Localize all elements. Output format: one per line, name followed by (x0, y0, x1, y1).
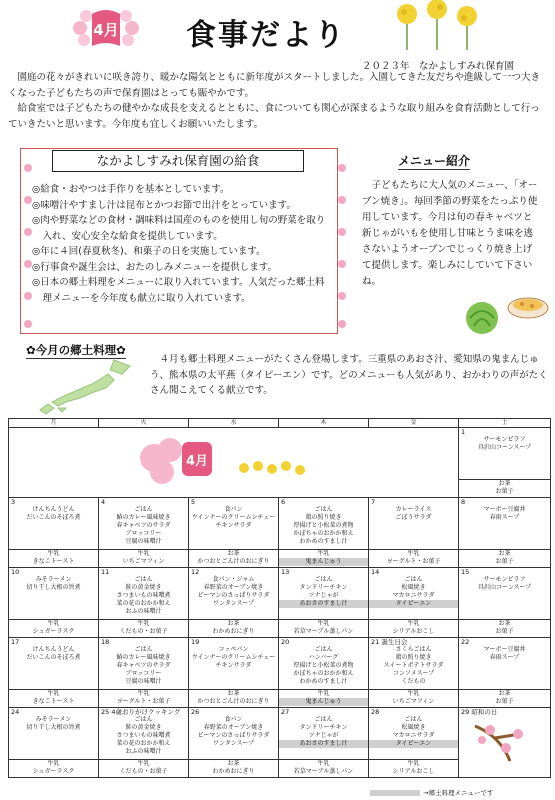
local-food-text: ４月も郷土料理メニューがたくさん登場します。三重県のあおさ汁、愛知県の鬼まんじゅう、熊本県の太平燕（タイピーエン）です。どのメニューも人気があり、おかわりの声がたくさん聞こえてくる献立です。 (150, 354, 548, 396)
day-number: 11 (101, 568, 110, 576)
lunch-dish-item: おふの味噌汁 (125, 608, 162, 615)
snack-item: 牛乳 (137, 550, 150, 557)
snack-item: お茶 (498, 550, 511, 557)
snack-item: 牛乳 (317, 690, 330, 697)
snack-cell (369, 620, 459, 638)
weekday-header: 土 (459, 419, 551, 428)
lunch-dish-item: チキンサラダ (215, 662, 252, 669)
calendar-day-cell (189, 498, 279, 550)
snack-item: お茶 (498, 690, 511, 697)
weekday-header: 火 (99, 419, 189, 428)
snack-cell (459, 480, 551, 498)
calendar-week-row (9, 638, 551, 690)
lunch-dish-item: わかめのすまし汁 (299, 538, 348, 545)
lunch-dish-item: かぼちゃのおかか和え (293, 670, 354, 677)
calendar-day-cell (99, 568, 189, 620)
lunch-dish-item: ピーマンのさっぱりサラダ (197, 592, 270, 599)
snack-item: きなこトースト (32, 558, 75, 565)
banner-month-label: 4月 (185, 454, 208, 469)
snack-cell (99, 690, 189, 708)
calendar-day-cell (459, 568, 551, 620)
cabbage-icon (462, 300, 502, 336)
list-item: ◎年に４回(春夏秋冬)、和菓子の日を実施しています。 (32, 246, 266, 257)
lunch-dish-item: 菜の花のおかか和え (116, 600, 171, 607)
lunch-dish-item: くだもの (401, 678, 426, 685)
lunch-dish-item: 切り干し大根の旨煮 (26, 584, 81, 591)
lunch-dish-item: 春野菜のオーブン焼き (203, 584, 264, 591)
calendar-week-row (9, 568, 551, 620)
snack-cell (189, 620, 279, 638)
lunch-dish-item: 鰆のカレー風味焼き (116, 514, 171, 521)
local-snack-item: 鬼まんじゅう (279, 558, 368, 566)
snack-item: かつおとごん汁のおにぎり (197, 698, 270, 705)
calendar-day-cell (189, 638, 279, 690)
snack-item: 牛乳 (47, 760, 60, 767)
snack-cell (9, 620, 99, 638)
local-dish-item: あおさのすまし汁 (279, 740, 368, 748)
day-number: 22 (461, 638, 470, 646)
lunch-dish-item: ごはん (134, 576, 153, 583)
calendar-week-row (9, 428, 551, 480)
snack-item: シリアルおこし (392, 768, 435, 775)
calendar-snack-row (9, 690, 551, 708)
lunch-dish-item: おふの味噌汁 (125, 748, 162, 755)
april-banner-cell (9, 428, 459, 498)
lunch-dish-item: ごはん (314, 506, 333, 513)
lunch-dish-item: ごはん (314, 646, 333, 653)
weekday-header: 水 (189, 419, 279, 428)
calendar-snack-row (9, 620, 551, 638)
snack-item: 牛乳 (407, 620, 420, 627)
snack-cell (459, 620, 551, 638)
intro-text (8, 70, 548, 132)
snack-item: くだもの・お菓子 (119, 628, 168, 635)
weekday-header: 月 (9, 419, 99, 428)
snack-cell (9, 550, 99, 568)
weekday-header: 金 (369, 419, 459, 428)
snack-item: 牛乳 (407, 550, 420, 557)
snack-item: お菓子 (495, 558, 514, 565)
month-badge (72, 6, 140, 50)
lunch-policy-heading: なかよしすみれ保育園の給食 (52, 150, 304, 172)
day-number: 15 (461, 568, 470, 576)
day-number: 19 (191, 638, 200, 646)
monthly-menu-calendar (8, 418, 551, 778)
lunch-dish-item: みそラーメン (35, 716, 72, 723)
day-number: 20 (281, 638, 290, 646)
legend (370, 788, 493, 797)
snack-cell (369, 760, 459, 778)
lunch-dish-item: マカロニサラダ (392, 732, 435, 739)
snack-item: シリアルおこし (392, 628, 435, 635)
day-number: 29 昭和の日 (461, 708, 498, 716)
page-title: 食事だより (186, 18, 346, 53)
snack-item: 牛乳 (407, 760, 420, 767)
date-school-line: ２０２３年 なかよしすみれ保育園 (362, 61, 515, 72)
lunch-dish-item: 鮭の黄金焼き (125, 584, 162, 591)
snack-cell (279, 550, 369, 568)
calendar-day-cell (459, 638, 551, 690)
lunch-dish-item: けんちんうどん (32, 506, 75, 513)
lunch-dish-item: ツナじゃが (308, 592, 339, 599)
calendar-day-cell (9, 708, 99, 760)
lunch-dish-item: だいこんのそぼろ煮 (26, 514, 81, 521)
lunch-dish-item: サーモンピラフ (483, 436, 526, 443)
snack-item: お菓子 (495, 698, 514, 705)
lunch-dish-item: 菜の花のおかか和え (116, 740, 171, 747)
snack-item: かつおとごん汁のおにぎり (197, 558, 270, 565)
calendar-day-cell (99, 498, 189, 550)
snack-item: 牛乳 (317, 620, 330, 627)
lunch-dish-item: 春野菜のオーブン焼き (203, 724, 264, 731)
snack-item: お菓子 (495, 628, 514, 635)
snack-item: 牛乳 (317, 550, 330, 557)
day-number: 28 (371, 708, 380, 716)
local-dish-item: あおさのすまし汁 (279, 600, 368, 608)
snack-item: わかめおにぎり (212, 768, 255, 775)
list-item: ◎味噌汁やすまし汁は昆布とかつお節で出汁をとっています。 (32, 199, 296, 211)
lunch-dish-item: 春雨スープ (489, 654, 520, 661)
snack-item: 牛乳 (317, 760, 330, 767)
snack-item: お茶 (227, 760, 240, 767)
lunch-dish-item: 具沢山コーンスープ (477, 584, 532, 591)
list-item: ◎給食・おやつは手作りを基本としています。 (32, 184, 230, 195)
lunch-dish-item: マーボー豆腐丼 (483, 646, 526, 653)
lunch-dish-item: ウインナーのクリームシチュー (191, 654, 276, 661)
snack-item: 牛乳 (137, 620, 150, 627)
snack-item: 牛乳 (137, 690, 150, 697)
snack-cell (99, 760, 189, 778)
lunch-dish-item: みそラーメン (35, 576, 72, 583)
day-number: 5 (191, 498, 196, 506)
lunch-dish-item: 春雨スープ (489, 514, 520, 521)
lunch-dish-item: ごぼうサラダ (395, 514, 432, 521)
lunch-dish-item: 豆腐の味噌汁 (125, 538, 162, 545)
lunch-dish-item: ウインナーのクリームシチュー (191, 514, 276, 521)
cherry-branch-icon (470, 716, 540, 766)
lunch-dish-item: ごはん (134, 506, 153, 513)
day-number: 14 (371, 568, 380, 576)
month-badge-label: 4月 (93, 21, 119, 39)
calendar-day-cell (459, 498, 551, 550)
snack-cell (279, 690, 369, 708)
day-number: 8 (461, 498, 466, 506)
snack-item: お菓子 (495, 488, 514, 495)
local-food-heading: ✿今月の郷土料理✿ (26, 343, 126, 357)
lunch-dish-item: ワンタンスープ (213, 740, 254, 747)
day-number: 25 4歳おりがけクッキング (101, 708, 181, 716)
lunch-dish-item: さくらごはん (395, 646, 432, 653)
weekday-header: 木 (279, 419, 369, 428)
lunch-dish-item: ブロッコリー (125, 530, 162, 537)
snack-cell (369, 690, 459, 708)
calendar-day-cell (189, 708, 279, 760)
list-item: ◎肉や野菜などの食材・調味料は国産のものを使用し旬の野菜を取り入れ、安心安全な給食を提供しています。 (32, 215, 326, 242)
snack-item: 牛乳 (47, 620, 60, 627)
snack-item: ヨーグルト・お菓子 (116, 698, 171, 705)
flower-border-right-icon (336, 160, 348, 330)
snack-item: いちごマフィン (392, 698, 435, 705)
weekday-header-row (9, 419, 551, 428)
lunch-dish-item: 松風焼き (401, 724, 426, 731)
snack-item: 牛乳 (137, 760, 150, 767)
day-number: 4 (101, 498, 106, 506)
calendar-day-cell (279, 638, 369, 690)
lunch-dish-item: 鮭の黄金焼き (125, 724, 162, 731)
lunch-dish-item: ごはん (134, 646, 153, 653)
calendar-day-cell (99, 708, 189, 760)
lunch-dish-item: ごはん (404, 716, 423, 723)
lunch-dish-item: ごはん (314, 576, 333, 583)
snack-cell (99, 550, 189, 568)
lunch-dish-item: 鶏の照り焼き (395, 654, 432, 661)
menu-intro-heading: メニュー紹介 (398, 154, 471, 168)
calendar-day-cell (369, 498, 459, 550)
lunch-dish-item: 春キャベツのサラダ (116, 662, 171, 669)
snack-item: お茶 (227, 690, 240, 697)
snack-item: お茶 (498, 480, 511, 487)
snack-item: お茶 (227, 550, 240, 557)
lunch-dish-item: カレーライス (395, 506, 432, 513)
calendar-day-cell (459, 708, 551, 778)
snack-cell (459, 690, 551, 708)
calendar-snack-row (9, 550, 551, 568)
legend-label: →郷土料理メニューです (423, 789, 494, 797)
lunch-dish-item: 春キャベツのサラダ (116, 522, 171, 529)
calendar-week-row (9, 708, 551, 760)
snack-item: 牛乳 (407, 690, 420, 697)
snack-item: 若草マーブル蒸しパン (293, 768, 354, 775)
lunch-dish-item: わかめのすまし汁 (299, 678, 348, 685)
lunch-dish-item: 食パン (224, 506, 243, 513)
snack-item: 牛乳 (47, 690, 60, 697)
lunch-dish-item: タンドリーチキン (299, 724, 348, 731)
lunch-dish-item: マーボー豆腐丼 (483, 506, 526, 513)
lunch-dish-item: チキンサラダ (215, 522, 252, 529)
calendar-day-cell (369, 708, 459, 760)
snack-item: いちごマフィン (122, 558, 165, 565)
snack-cell (99, 620, 189, 638)
menu-intro-text: 子どもたちに大人気のメニュー、「オーブン焼き」。毎回季節の野菜をたっぷり使用しています。今月は旬の春キャベツと新じゃがいもを使用し甘味とうま味を逃さないようオーブンでじっくり焼き上げて提供します。楽しみにしていて下さいね。 (362, 180, 538, 287)
snack-item: きなこトースト (32, 698, 75, 705)
lunch-dish-item: ごはん (404, 576, 423, 583)
calendar-day-cell (99, 638, 189, 690)
lunch-dish-item: サーモンピラフ (483, 576, 526, 583)
spring-banner-icon (134, 428, 334, 492)
rapeseed-flower-icon (392, 0, 482, 50)
day-number: 21 誕生日会 (371, 638, 408, 646)
lunch-dish-item: ハンバーグ (308, 654, 339, 661)
calendar-week-row (9, 498, 551, 550)
day-number: 18 (101, 638, 110, 646)
lunch-dish-item: 具沢山コーンスープ (477, 444, 532, 451)
calendar-day-cell (279, 708, 369, 760)
lunch-dish-item: 鰆のカレー風味焼き (116, 654, 171, 661)
day-number: 6 (281, 498, 286, 506)
calendar-day-cell (369, 568, 459, 620)
day-number: 12 (191, 568, 200, 576)
lunch-dish-item: だいこんのそぼろ煮 (26, 654, 81, 661)
japan-map-icon (18, 358, 138, 416)
snack-cell (189, 690, 279, 708)
calendar-day-cell (459, 428, 551, 480)
lunch-dish-item: コンソメスープ (392, 670, 435, 677)
list-item: ◎日本の郷土料理をメニューに取り入れています。人気だった郷土料理メニューを今年度も献立に取り入れています。 (32, 277, 325, 304)
snack-item: 牛乳 (47, 550, 60, 557)
day-number: 10 (11, 568, 20, 576)
intro-paragraph: 園庭の花々がきれいに咲き誇り、暖かな陽気とともに新年度がスタートしました。入園してきた友だちや進級して一つ大きくなった子どもたちの声で保育園はとっても賑やかです。 (8, 72, 541, 99)
snack-cell (9, 760, 99, 778)
lunch-dish-item: タンドリーチキン (299, 584, 348, 591)
day-number: 24 (11, 708, 20, 716)
snack-cell (189, 760, 279, 778)
snack-item: お茶 (227, 620, 240, 627)
lunch-dish-item: ブロッコリー (125, 670, 162, 677)
snack-item: お茶 (498, 620, 511, 627)
snack-item: 若草マーブル蒸しパン (293, 628, 354, 635)
lunch-policy-list (32, 182, 332, 306)
lunch-dish-item: ピーマンのさっぱりサラダ (197, 732, 270, 739)
snack-cell (369, 550, 459, 568)
lunch-dish-item: 食パン・ジャム (212, 576, 255, 583)
local-dish-item: タイピーエン (369, 740, 458, 748)
lunch-dish-item: 厚揚げと小松菜の煮物 (293, 522, 354, 529)
snack-item: くだもの・お菓子 (119, 768, 168, 775)
snack-item: わかめおにぎり (212, 628, 255, 635)
lunch-dish-item: コッペパン (218, 646, 249, 653)
lunch-dish-item: 食パン (224, 716, 243, 723)
lunch-dish-item: 豆腐の味噌汁 (125, 678, 162, 685)
day-number: 1 (461, 428, 466, 436)
snack-cell (9, 690, 99, 708)
lunch-dish-item: スイートポテトサラダ (383, 662, 444, 669)
lunch-dish-item: さつまいもの味噌煮 (116, 592, 171, 599)
local-snack-item: 鬼まんじゅう (279, 698, 368, 706)
snack-cell (279, 760, 369, 778)
snack-cell (279, 620, 369, 638)
lunch-dish-item: けんちんうどん (32, 646, 75, 653)
snack-item: ヨーグルト・お菓子 (386, 558, 441, 565)
intro-paragraph: 給食室では子どもたちの健やかな成長を支えるとともに、食についても関心が深まるような取り組みを食育活動として行っていきたいと思います。今年度も宜しくお願いいたします。 (8, 103, 540, 130)
snack-cell (459, 550, 551, 568)
day-number: 7 (371, 498, 376, 506)
lunch-dish-item: 松風焼き (401, 584, 426, 591)
local-dish-item: タイピーエン (369, 600, 458, 608)
snack-cell (189, 550, 279, 568)
day-number: 3 (11, 498, 16, 506)
list-item: ◎行事食や誕生会は、おたのしみメニューを提供します。 (32, 261, 278, 273)
calendar-day-cell (279, 568, 369, 620)
snack-item: シュガーラスク (32, 628, 75, 635)
lunch-dish-item: 切り干し大根の旨煮 (26, 724, 81, 731)
lunch-dish-item: ごはん (314, 716, 333, 723)
day-number: 13 (281, 568, 290, 576)
calendar-day-cell (189, 568, 279, 620)
day-number: 17 (11, 638, 20, 646)
lunch-dish-item: かぼちゃのおかか和え (293, 530, 354, 537)
calendar-day-cell (9, 498, 99, 550)
gratin-dish-icon (506, 290, 550, 320)
lunch-dish-item: 鶏の照り焼き (305, 514, 342, 521)
lunch-dish-item: さつまいもの味噌煮 (116, 732, 171, 739)
calendar-day-cell (9, 638, 99, 690)
legend-swatch (370, 790, 420, 796)
calendar-day-cell (369, 638, 459, 690)
day-number: 26 (191, 708, 200, 716)
calendar-day-cell (279, 498, 369, 550)
lunch-dish-item: ツナじゃが (308, 732, 339, 739)
lunch-dish-item: マカロニサラダ (392, 592, 435, 599)
lunch-dish-item: ワンタンスープ (213, 600, 254, 607)
lunch-dish-item: 厚揚げと小松菜の煮物 (293, 662, 354, 669)
day-number: 27 (281, 708, 290, 716)
lunch-dish-item: ごはん (134, 716, 153, 723)
calendar-day-cell (9, 568, 99, 620)
snack-item: シュガーラスク (32, 768, 75, 775)
